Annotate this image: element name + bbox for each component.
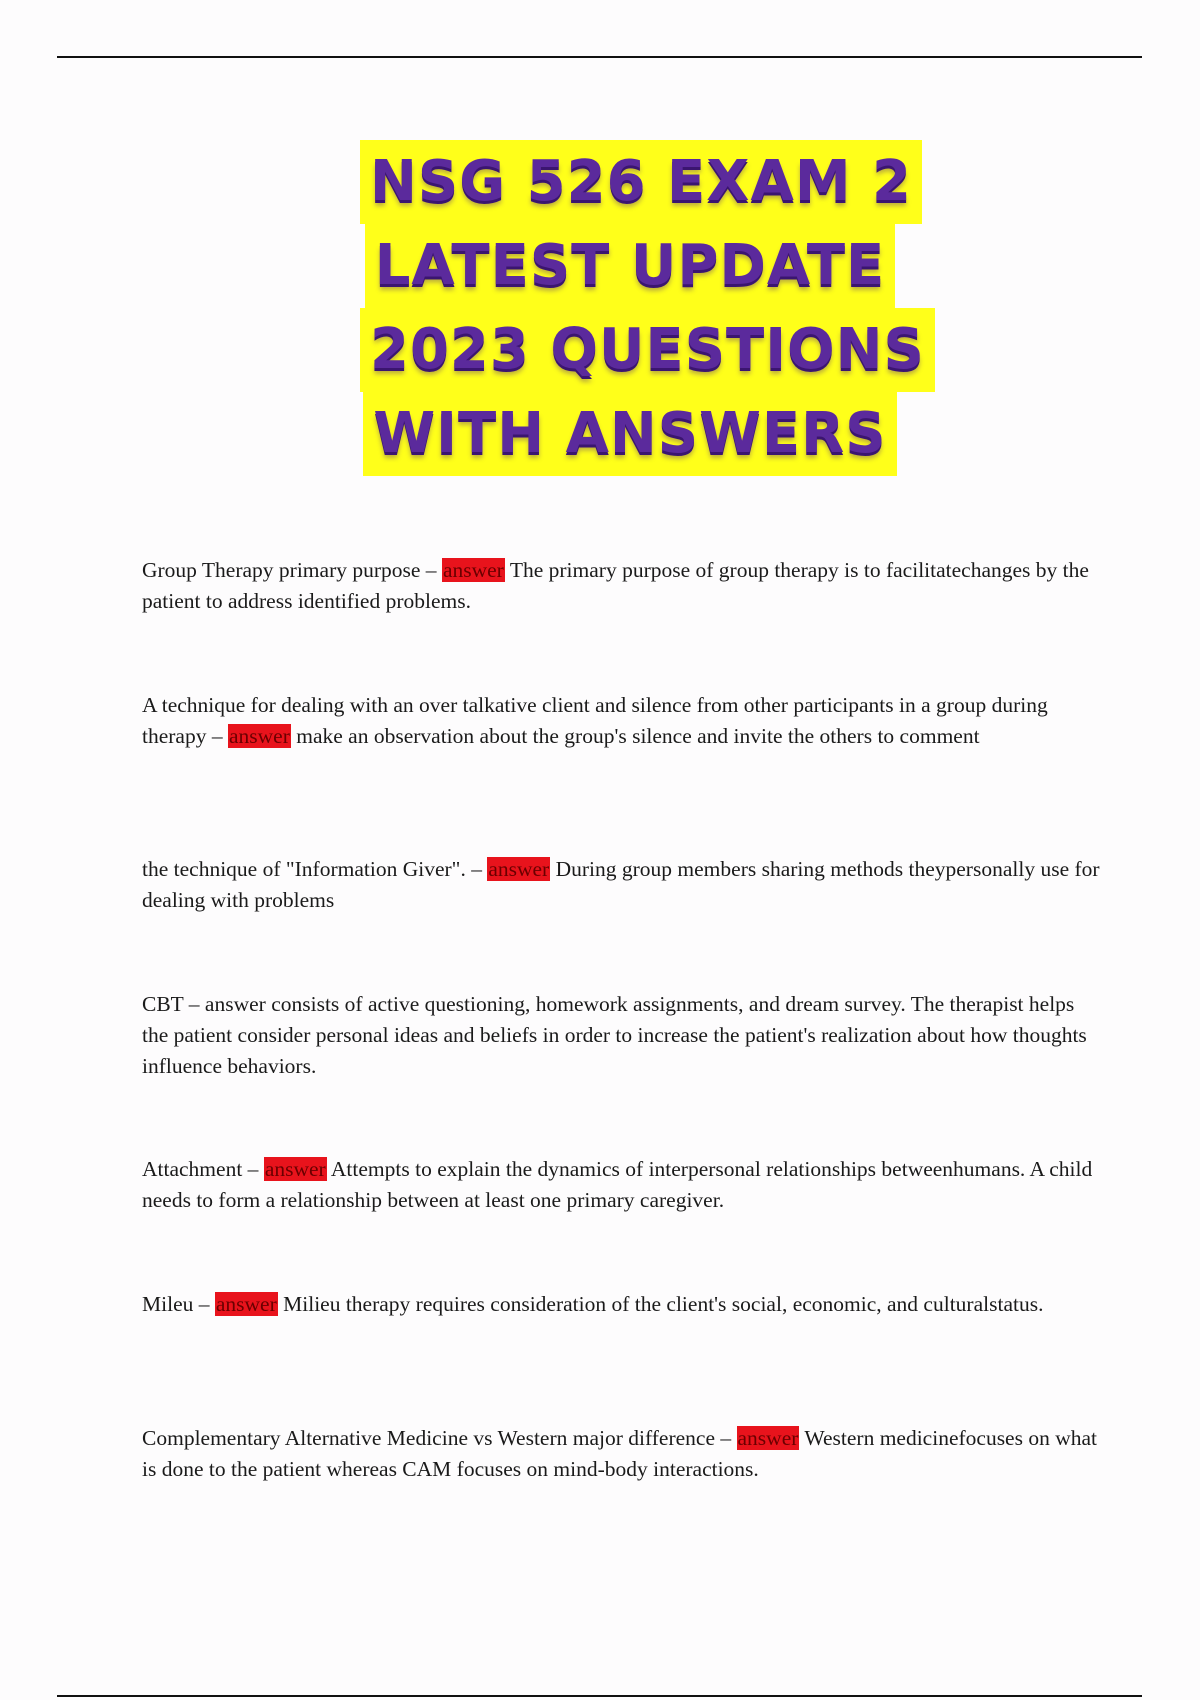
question-text: Attachment – xyxy=(142,1157,259,1181)
title-line-2: LATEST UPDATE xyxy=(365,224,896,308)
qa-item xyxy=(142,854,1102,916)
qa-item xyxy=(142,555,1102,617)
question-text: A technique for dealing with an over talkative client and silence from other participants in a group during therapy – xyxy=(142,693,1048,748)
answer-marker: answer xyxy=(442,558,504,582)
answer-text: Attempts to explain the dynamics of interpersonal relationships betweenhumans. A child needs to form a relationship between at least one primary caregiver. xyxy=(142,1157,1093,1212)
bottom-rule xyxy=(57,1695,1142,1697)
title-line-4: WITH ANSWERS xyxy=(363,392,896,476)
title-line-1: NSG 526 EXAM 2 xyxy=(360,140,922,224)
qa-item xyxy=(142,989,1102,1082)
answer-text: During group members sharing methods theypersonally use for dealing with problems xyxy=(142,857,1100,912)
answer-marker: answer xyxy=(488,857,550,881)
answer-marker: answer xyxy=(215,1292,277,1316)
top-rule xyxy=(57,56,1142,58)
answer-text: Western medicinefocuses on what is done to the patient whereas CAM focuses on mind-body interactions. xyxy=(142,1426,1098,1481)
qa-item xyxy=(142,1154,1102,1216)
answer-text: make an observation about the group's silence and invite the others to comment xyxy=(296,724,980,748)
document-title xyxy=(360,140,925,476)
qa-item xyxy=(142,1423,1102,1485)
question-text: Group Therapy primary purpose – xyxy=(142,558,437,582)
question-text: Complementary Alternative Medicine vs Western major difference – xyxy=(142,1426,732,1450)
answer-text: Milieu therapy requires consideration of the client's social, economic, and culturalstatus. xyxy=(283,1292,1044,1316)
answer-text: The primary purpose of group therapy is to facilitatechanges by the patient to address identified problems. xyxy=(142,558,1089,613)
title-line-3: 2023 QUESTIONS xyxy=(360,308,935,392)
qa-item xyxy=(142,1289,1102,1320)
answer-marker: answer xyxy=(264,1157,326,1181)
answer-marker: answer xyxy=(737,1426,799,1450)
qa-item xyxy=(142,690,1102,752)
question-text: CBT – answer consists of active questioning, homework assignments, and dream survey. The therapist helps the patient consider personal ideas and beliefs in order to increase the patient's realization about how thoughts influence behaviors. xyxy=(142,992,1087,1078)
question-text: Mileu – xyxy=(142,1292,210,1316)
question-text: the technique of "Information Giver". – xyxy=(142,857,482,881)
answer-marker: answer xyxy=(228,724,290,748)
